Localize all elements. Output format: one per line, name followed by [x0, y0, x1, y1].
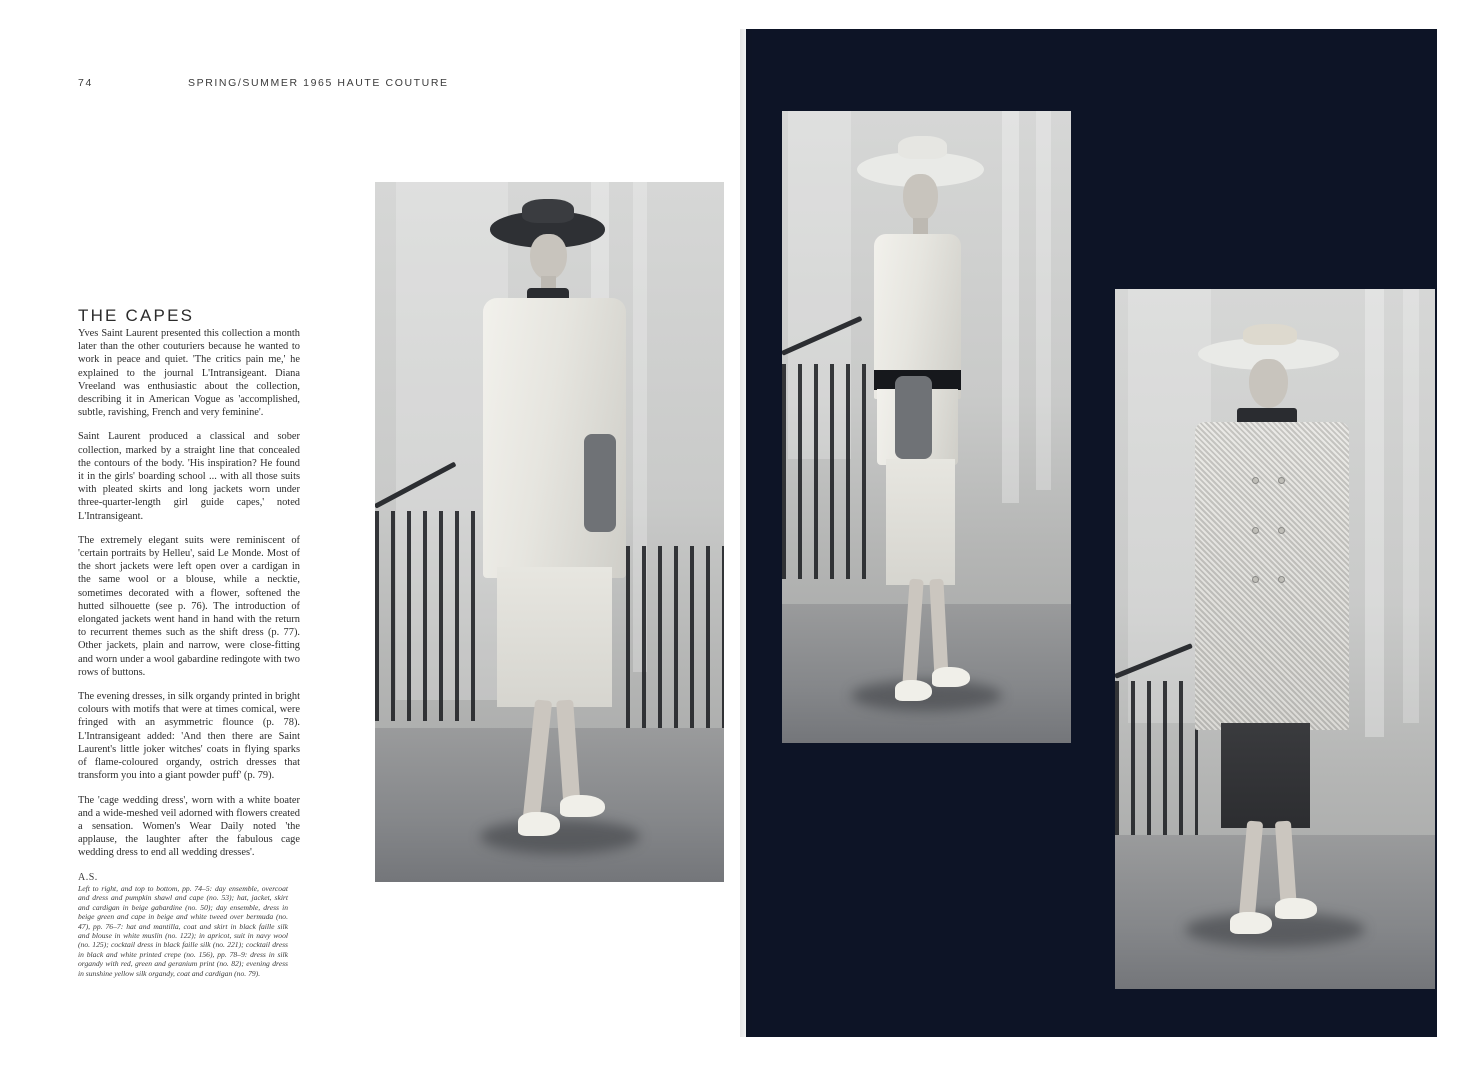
leg [522, 699, 552, 819]
button-icon [1278, 527, 1285, 534]
shoe [932, 667, 970, 687]
leg [903, 578, 925, 686]
skirt-garment [886, 459, 955, 585]
dress-hem [1221, 723, 1311, 828]
running-head [78, 77, 498, 89]
folio-number: 74 [78, 77, 93, 89]
section-title: THE CAPES [78, 306, 195, 326]
button-row [1195, 422, 1349, 730]
skirt-garment [497, 567, 612, 707]
model-figure [375, 182, 724, 882]
button-icon [1252, 576, 1259, 583]
body-paragraph-4: The evening dresses, in silk organdy printed in bright colours with motifs that were at times comical, were fringed with an asymmetric flounce (p. 78). L'Intransigeant added: 'And then there are Saint Laurent's little joker witches' coats in flying sparks of flame-coloured organdy, ostrich dresses that transform you into a giant powder puff' (p. 79). [78, 691, 300, 782]
glove [895, 376, 933, 458]
body-paragraph-2: Saint Laurent produced a classical and sober collection, marked by a straight line that concealed the contours of the body. 'His inspiration? He found it in the girls' boarding school ... with all those suits with pleated skirts and long jackets worn under three-quarter-length girl guide capes,' noted L'Intransigeant. [78, 431, 300, 522]
shoe [518, 812, 560, 836]
right-page [746, 29, 1437, 1037]
photo-scene [375, 182, 724, 882]
body-text-column [78, 327, 300, 895]
model-figure [782, 111, 1071, 743]
shoe [1275, 898, 1317, 919]
button-icon [1252, 527, 1259, 534]
model-figure [1115, 289, 1435, 989]
photo-scene [782, 111, 1071, 743]
shoe [560, 795, 605, 817]
shoe [895, 680, 933, 701]
body-paragraph-1: Yves Saint Laurent presented this collection a month later than the other couturiers because he wanted to work in peace and quiet. 'The critics pain me,' he explained to the journal L'Intransigeant. Diana Vreeland was enthusiastic about the collection, describing it in American Vogue as 'accomplished, subtle, ravishing, French and very feminine'. [78, 328, 300, 419]
running-head-text: SPRING/SUMMER 1965 HAUTE COUTURE [188, 77, 449, 89]
glove [584, 434, 615, 532]
shoe [1230, 912, 1272, 934]
model-face [530, 234, 567, 280]
author-initials: A.S. [78, 871, 98, 883]
model-face [1249, 359, 1287, 408]
model-face [903, 174, 938, 221]
leg [930, 578, 950, 680]
body-paragraph-3: The extremely elegant suits were reminiscent of 'certain portraits by Helleu', said Le Monde. Most of the short jackets were left open over a cardigan in the same wool or a blouse, while a necktie, sometimes decorated with a flower, softened the hutted silhouette (see p. 76). The introduction of elongated jackets went hand in hand with the return to recurrent themes such as the shift dress (p. 77). Other jackets, plain and narrow, were close-fitting and worn under a wool gabardine redingote with two rows of buttons. [78, 534, 300, 678]
photo-tweed-cape [1115, 289, 1435, 989]
photo-cape-ensemble [375, 182, 724, 882]
body-paragraph-5: The 'cage wedding dress', worn with a white boater and a wide-meshed veil adorned with flowers created a sensation. Women's Wear Daily noted 'the applause, the laughter after the fabulous cage wedding dress to end all wedding dresses'. [78, 794, 300, 859]
button-icon [1252, 477, 1259, 484]
hat-crown [1243, 324, 1297, 345]
photo-jacket-skirt [782, 111, 1071, 743]
leg [1239, 820, 1263, 919]
photo-scene [1115, 289, 1435, 989]
photo-caption: Left to right, and top to bottom, pp. 74–5: day ensemble, overcoat and dress and pumpkin shawl and cape (no. 53); hat, jacket, skirt and cardigan in beige gabardine (no. 50); day ensemble, dress in beige green and cape in beige and white tweed over bermuda (no. 47), pp. 76–7: hat and mantilla, coat and skirt in black faille silk and blouse in white muslin (no. 122); in apricot, suit in navy wool (no. 125); cocktail dress in black faille silk (no. 221); cocktail dress in black and white printed crepe (no. 156), pp. 78–9: dress in silk organdy with red, green and geranium print (no. 82); evening dress in sunshine yellow silk organdy, coat and cardigan (no. 79). [78, 884, 288, 978]
hat-crown [522, 199, 574, 223]
left-page [46, 29, 746, 1037]
tweed-cape-garment [1195, 422, 1349, 730]
button-icon [1278, 576, 1285, 583]
hat-crown [898, 136, 947, 159]
button-icon [1278, 477, 1285, 484]
